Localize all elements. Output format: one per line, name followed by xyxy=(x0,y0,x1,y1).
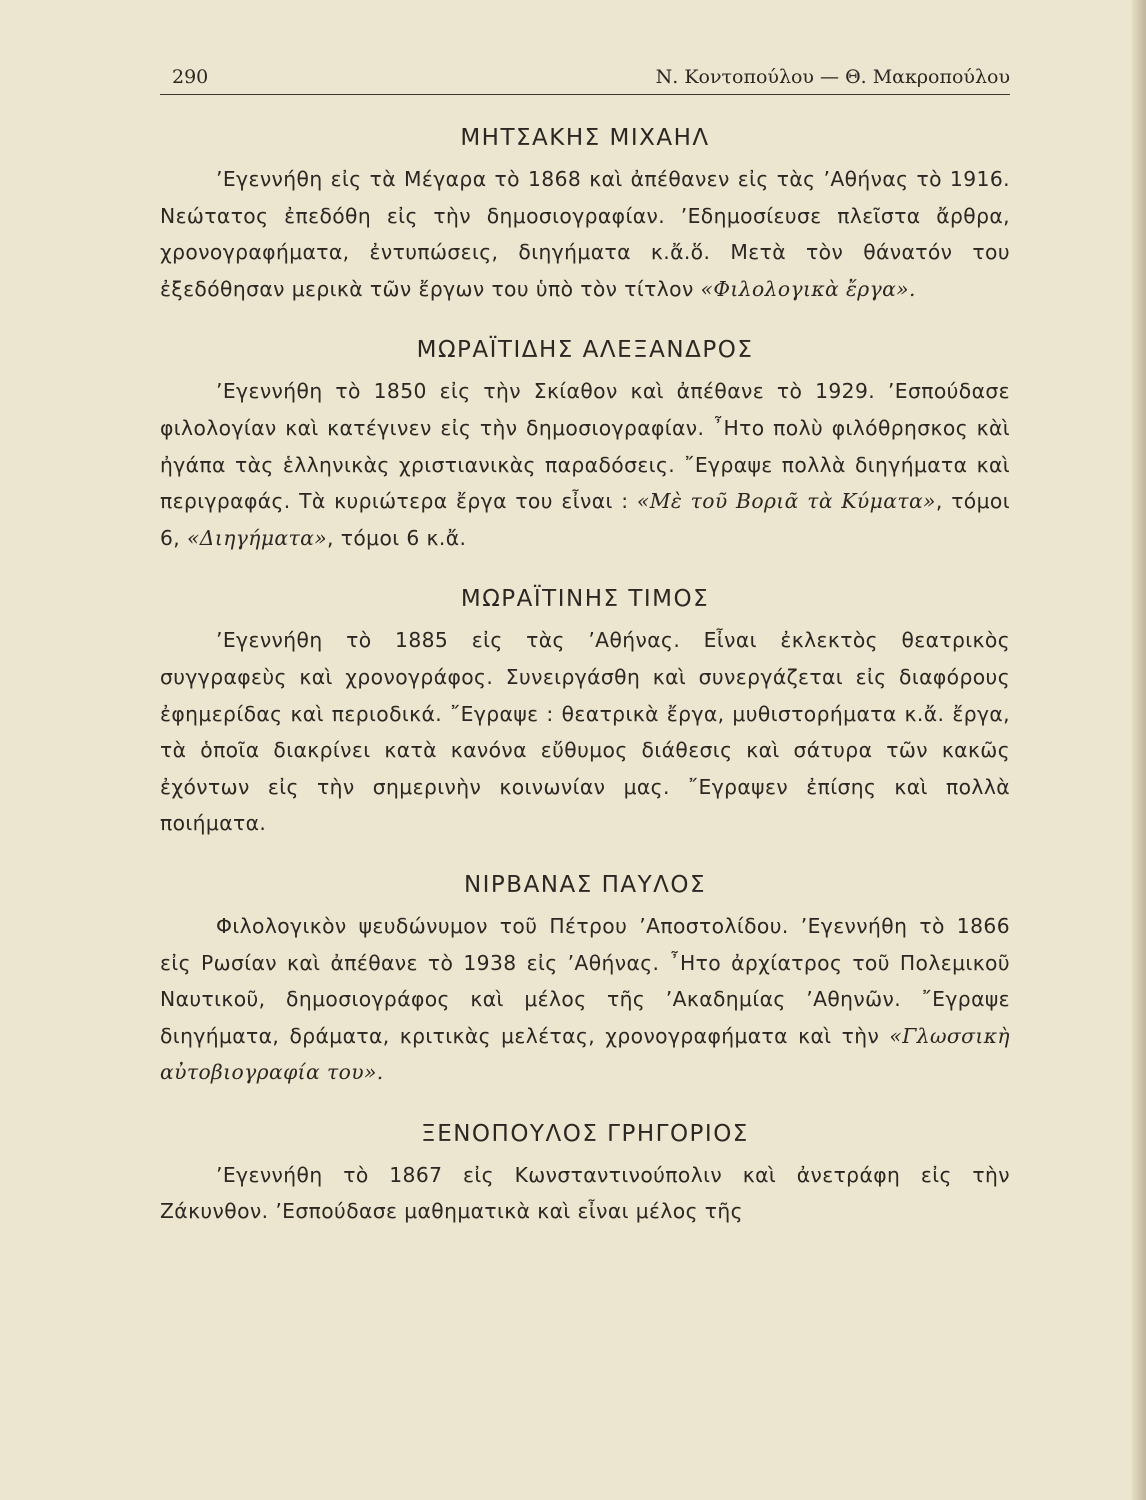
work-title: «Γλωσσικὴ αὐτοβιογραφία του». xyxy=(160,1023,1010,1085)
entry-text-part: , τόμοι 6 κ.ἄ. xyxy=(327,525,467,550)
entry-text-part: , τόμοι 6, xyxy=(160,489,1010,550)
entry-title: ΜΗΤΣΑΚΗΣ ΜΙΧΑΗΛ xyxy=(460,125,710,151)
entry-title: ΜΩΡΑΪΤΙΔΗΣ ΑΛΕΞΑΝΔΡΟΣ xyxy=(416,337,754,364)
entry-title: ΞΕΝΟΠΟΥΛΟΣ ΓΡΗΓΟΡΙΟΣ xyxy=(421,1120,749,1147)
running-header-authors: Ν. Κοντοπούλου — Θ. Μακροπούλου xyxy=(655,66,1010,88)
entry-nirvanas xyxy=(160,872,1010,1091)
entry-moraitinis xyxy=(160,586,1010,842)
running-header xyxy=(160,66,1010,95)
entry-text xyxy=(160,1157,1010,1230)
entry-text-part: ’Εγεννήθη τὸ 1867 εἰς Κωνσταντινούπολιν καὶ ἀνετράφη εἰς τὴν Ζάκυνθον. ’Εσπούδασε μαθηματικὰ καὶ εἶναι μέλος τῆς xyxy=(160,1162,1010,1224)
entry-text-part: ’Εγεννήθη τὸ 1885 εἰς τὰς ’Αθήνας. Εἶναι ἐκλεκτὸς θεατρικὸς συγγραφεὺς καὶ χρονογράφος. Συνειργάσθη καὶ συνεργάζεται εἰς διαφόρους ἐφημερίδας καὶ περιοδικά. ῎Εγραψε : θεατρικὰ ἔργα, μυθιστορήματα κ.ἄ. ἔργα, τὰ ὁποῖα διακρίνει κατὰ κανόνα εὔθυμος διάθεσις καὶ σάτυρα τῶν κακῶς ἐχόντων εἰς τὴν σημερινὴν κοινωνίαν μας. ῎Εγραψεν ἐπίσης καὶ πολλὰ ποιήματα. xyxy=(160,628,1010,836)
book-page xyxy=(160,66,1010,1236)
entry-text-part: ’Εγεννήθη εἰς τὰ Μέγαρα τὸ 1868 καὶ ἀπέθανεν εἰς τὰς ’Αθήνας τὸ 1916. Νεώτατος ἐπεδόθη εἰς τὴν δημοσιογραφίαν. ’Εδημοσίευσε πλεῖστα ἄρθρα, χρονογραφήματα, ἐντυπώσεις, διηγήματα κ.ἄ.ὅ. Μετὰ τὸν θάνατόν του ἐξεδόθησαν μερικὰ τῶν ἔργων του ὑπὸ τὸν τίτλον xyxy=(160,167,1010,301)
page-number: 290 xyxy=(172,66,209,88)
entry-text xyxy=(160,908,1010,1091)
entry-moraitidis xyxy=(160,337,1010,556)
page-edge xyxy=(1132,0,1146,1500)
entry-mitsakis xyxy=(160,125,1010,307)
work-title: «Μὲ τοῦ Βοριᾶ τὰ Κύματα» xyxy=(636,489,936,514)
entry-text xyxy=(160,161,1010,307)
entry-xenopoulos xyxy=(160,1121,1010,1230)
entry-text-part: Φιλολογικὸν ψευδώνυμον τοῦ Πέτρου ’Αποστολίδου. ’Εγεννήθη τὸ 1866 εἰς Ρωσίαν καὶ ἀπέθανε τὸ 1938 εἰς ’Αθήνας. ῏Ητο ἀρχίατρος τοῦ Πολεμικοῦ Ναυτικοῦ, δημοσιογράφος καὶ μέλος τῆς ’Ακαδημίας ’Αθηνῶν. ῎Εγραψε διηγήματα, δράματα, κριτικὰς μελέτας, χρονογραφήματα καὶ τὴν xyxy=(160,913,1010,1048)
work-title: «Φιλολογικὰ ἔργα». xyxy=(700,276,916,301)
entry-text xyxy=(160,622,1010,842)
work-title: «Διηγήματα» xyxy=(187,525,328,550)
entry-text-part: ’Εγεννήθη τὸ 1850 εἰς τὴν Σκίαθον καὶ ἀπέθανε τὸ 1929. ’Εσπούδασε φιλολογίαν καὶ κατέγινεν εἰς τὴν δημοσιογραφίαν. ῏Ητο πολὺ φιλόθρησκος κὰὶ ἠγάπα τὰς ἑλληνικὰς χριστιανικὰς παραδόσεις. ῎Εγραψε πολλὰ διηγήματα καὶ περιγραφάς. Τὰ κυριώτερα ἔργα του εἶναι : xyxy=(160,379,1010,514)
entry-text xyxy=(160,373,1010,556)
entry-title: ΜΩΡΑΪΤΙΝΗΣ ΤΙΜΟΣ xyxy=(460,586,710,613)
entry-title: ΝΙΡΒΑΝΑΣ ΠΑΥΛΟΣ xyxy=(463,871,707,898)
